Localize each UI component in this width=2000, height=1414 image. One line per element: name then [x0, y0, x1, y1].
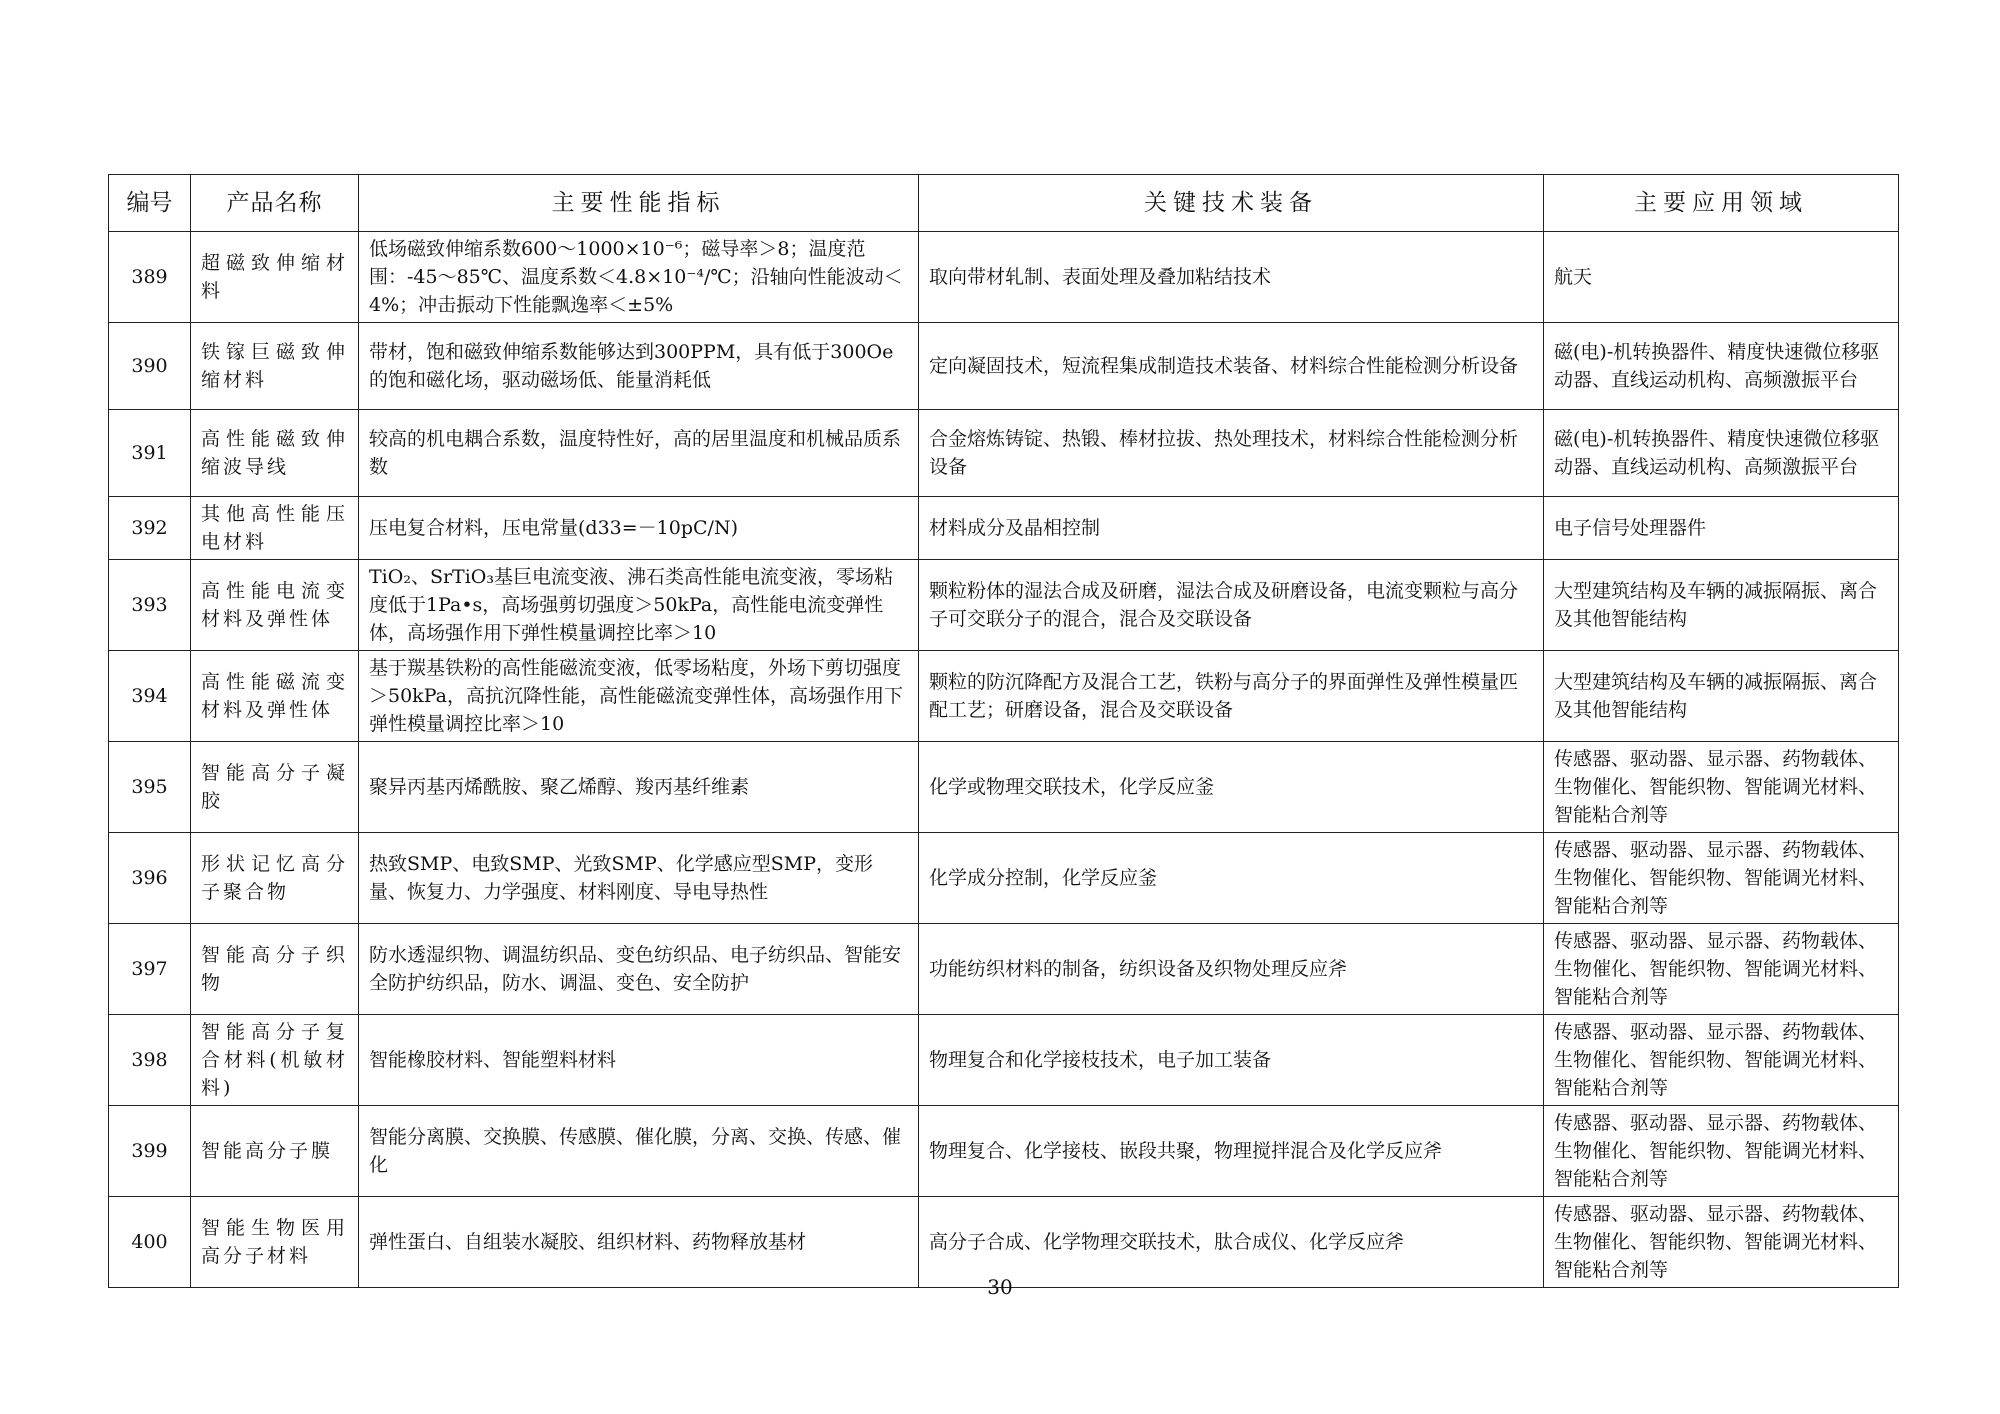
cell-performance: 防水透湿织物、调温纺织品、变色纺织品、电子纺织品、智能安全防护纺织品，防水、调温、变色、安全防护 [359, 924, 919, 1015]
cell-performance: 较高的机电耦合系数，温度特性好，高的居里温度和机械品质系数 [359, 410, 919, 497]
header-number: 编号 [109, 175, 191, 232]
cell-performance: 智能分离膜、交换膜、传感膜、催化膜，分离、交换、传感、催化 [359, 1106, 919, 1197]
cell-performance: 智能橡胶材料、智能塑料材料 [359, 1015, 919, 1106]
cell-number: 390 [109, 323, 191, 410]
cell-application: 传感器、驱动器、显示器、药物载体、生物催化、智能织物、智能调光材料、智能粘合剂等 [1544, 1015, 1899, 1106]
cell-application: 传感器、驱动器、显示器、药物载体、生物催化、智能织物、智能调光材料、智能粘合剂等 [1544, 1197, 1899, 1288]
cell-equipment: 定向凝固技术，短流程集成制造技术装备、材料综合性能检测分析设备 [919, 323, 1544, 410]
cell-number: 397 [109, 924, 191, 1015]
cell-product-name: 智能高分子膜 [191, 1106, 359, 1197]
cell-equipment: 高分子合成、化学物理交联技术，肽合成仪、化学反应斧 [919, 1197, 1544, 1288]
cell-number: 389 [109, 232, 191, 323]
table-row [109, 833, 1899, 924]
cell-equipment: 颗粒粉体的湿法合成及研磨，湿法合成及研磨设备，电流变颗粒与高分子可交联分子的混合，混合及交联设备 [919, 560, 1544, 651]
header-product-name: 产品名称 [191, 175, 359, 232]
cell-performance: 压电复合材料，压电常量(d33=－10pC/N) [359, 497, 919, 560]
cell-number: 394 [109, 651, 191, 742]
cell-product-name: 铁镓巨磁致伸缩材料 [191, 323, 359, 410]
cell-product-name: 高性能电流变材料及弹性体 [191, 560, 359, 651]
header-application: 主要应用领域 [1544, 175, 1899, 232]
table-row [109, 410, 1899, 497]
cell-equipment: 物理复合、化学接枝、嵌段共聚，物理搅拌混合及化学反应斧 [919, 1106, 1544, 1197]
table-header-row [109, 175, 1899, 232]
table-row [109, 651, 1899, 742]
page-number: 30 [987, 1275, 1013, 1299]
cell-equipment: 化学或物理交联技术，化学反应釜 [919, 742, 1544, 833]
cell-product-name: 智能高分子织物 [191, 924, 359, 1015]
cell-equipment: 化学成分控制，化学反应釜 [919, 833, 1544, 924]
table-row [109, 742, 1899, 833]
table-row [109, 924, 1899, 1015]
cell-number: 399 [109, 1106, 191, 1197]
cell-number: 400 [109, 1197, 191, 1288]
product-catalog-table [108, 174, 1899, 1288]
cell-application: 大型建筑结构及车辆的减振隔振、离合及其他智能结构 [1544, 560, 1899, 651]
cell-number: 391 [109, 410, 191, 497]
cell-product-name: 智能高分子复合材料(机敏材料) [191, 1015, 359, 1106]
table-row [109, 323, 1899, 410]
cell-product-name: 智能高分子凝胶 [191, 742, 359, 833]
cell-equipment: 材料成分及晶相控制 [919, 497, 1544, 560]
table-row [109, 497, 1899, 560]
cell-application: 传感器、驱动器、显示器、药物载体、生物催化、智能织物、智能调光材料、智能粘合剂等 [1544, 833, 1899, 924]
cell-equipment: 取向带材轧制、表面处理及叠加粘结技术 [919, 232, 1544, 323]
cell-product-name: 智能生物医用高分子材料 [191, 1197, 359, 1288]
cell-performance: 热致SMP、电致SMP、光致SMP、化学感应型SMP，变形量、恢复力、力学强度、材料刚度、导电导热性 [359, 833, 919, 924]
cell-application: 航天 [1544, 232, 1899, 323]
cell-number: 392 [109, 497, 191, 560]
cell-product-name: 高性能磁流变材料及弹性体 [191, 651, 359, 742]
cell-product-name: 超磁致伸缩材料 [191, 232, 359, 323]
cell-application: 传感器、驱动器、显示器、药物载体、生物催化、智能织物、智能调光材料、智能粘合剂等 [1544, 1106, 1899, 1197]
cell-application: 传感器、驱动器、显示器、药物载体、生物催化、智能织物、智能调光材料、智能粘合剂等 [1544, 924, 1899, 1015]
cell-product-name: 其他高性能压电材料 [191, 497, 359, 560]
cell-product-name: 高性能磁致伸缩波导线 [191, 410, 359, 497]
cell-application: 传感器、驱动器、显示器、药物载体、生物催化、智能织物、智能调光材料、智能粘合剂等 [1544, 742, 1899, 833]
cell-product-name: 形状记忆高分子聚合物 [191, 833, 359, 924]
table-row [109, 1015, 1899, 1106]
cell-number: 398 [109, 1015, 191, 1106]
cell-equipment: 合金熔炼铸锭、热锻、棒材拉拔、热处理技术，材料综合性能检测分析设备 [919, 410, 1544, 497]
header-performance: 主要性能指标 [359, 175, 919, 232]
cell-application: 磁(电)-机转换器件、精度快速微位移驱动器、直线运动机构、高频激振平台 [1544, 323, 1899, 410]
cell-equipment: 物理复合和化学接枝技术，电子加工装备 [919, 1015, 1544, 1106]
cell-performance: TiO₂、SrTiO₃基巨电流变液、沸石类高性能电流变液，零场粘度低于1Pa•s，高场强剪切强度＞50kPa，高性能电流变弹性体，高场强作用下弹性模量调控比率＞10 [359, 560, 919, 651]
table-row [109, 232, 1899, 323]
cell-performance: 基于羰基铁粉的高性能磁流变液，低零场粘度，外场下剪切强度＞50kPa，高抗沉降性能，高性能磁流变弹性体，高场强作用下弹性模量调控比率＞10 [359, 651, 919, 742]
table-row [109, 1106, 1899, 1197]
header-equipment: 关键技术装备 [919, 175, 1544, 232]
cell-performance: 聚异丙基丙烯酰胺、聚乙烯醇、羧丙基纤维素 [359, 742, 919, 833]
table-row [109, 1197, 1899, 1288]
cell-number: 393 [109, 560, 191, 651]
cell-application: 磁(电)-机转换器件、精度快速微位移驱动器、直线运动机构、高频激振平台 [1544, 410, 1899, 497]
cell-performance: 带材，饱和磁致伸缩系数能够达到300PPM，具有低于300Oe的饱和磁化场，驱动磁场低、能量消耗低 [359, 323, 919, 410]
cell-application: 大型建筑结构及车辆的减振隔振、离合及其他智能结构 [1544, 651, 1899, 742]
cell-performance: 低场磁致伸缩系数600～1000×10⁻⁶；磁导率＞8；温度范围：-45～85℃、温度系数＜4.8×10⁻⁴/℃；沿轴向性能波动＜4%；冲击振动下性能飘逸率＜±5% [359, 232, 919, 323]
table-row [109, 560, 1899, 651]
cell-equipment: 功能纺织材料的制备，纺织设备及织物处理反应斧 [919, 924, 1544, 1015]
cell-application: 电子信号处理器件 [1544, 497, 1899, 560]
cell-number: 396 [109, 833, 191, 924]
cell-performance: 弹性蛋白、自组装水凝胶、组织材料、药物释放基材 [359, 1197, 919, 1288]
cell-number: 395 [109, 742, 191, 833]
cell-equipment: 颗粒的防沉降配方及混合工艺，铁粉与高分子的界面弹性及弹性模量匹配工艺；研磨设备，混合及交联设备 [919, 651, 1544, 742]
